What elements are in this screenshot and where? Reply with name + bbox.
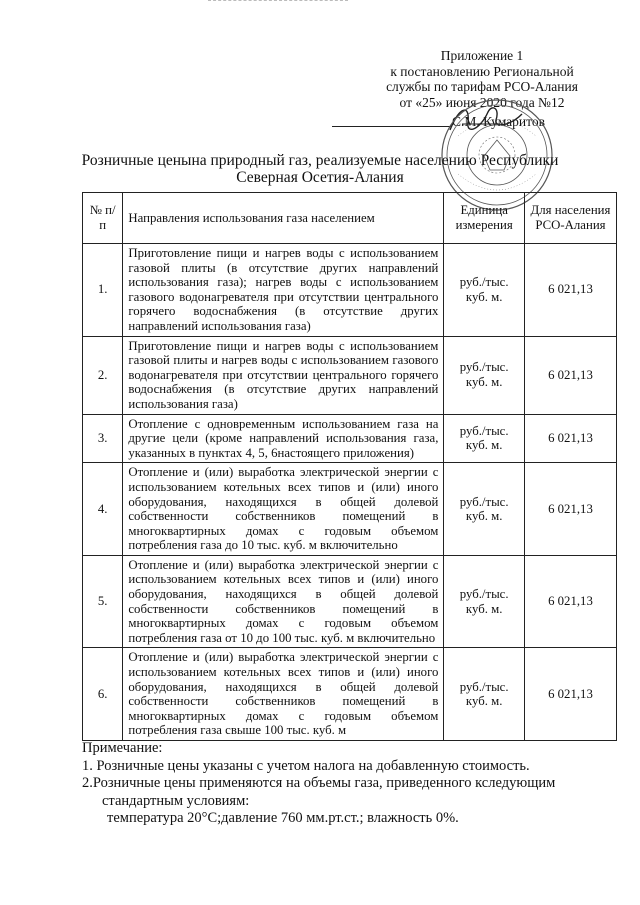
row-price: 6 021,13: [524, 555, 616, 648]
row-unit: руб./тыс. куб. м.: [444, 244, 525, 337]
row-price: 6 021,13: [524, 414, 616, 463]
row-price: 6 021,13: [524, 244, 616, 337]
row-direction: Отопление и (или) выработка электрической энергии с использованием котельных всех типов и (или) иного оборудования, находящихся в общей долевой собственности собственников помещений в многоквартирных домах с годовым объемом потребления газа от 10 до 100 тыс. куб. м включительно: [123, 555, 444, 648]
tariff-service-name: службы по тарифам РСО-Алания: [386, 79, 578, 94]
row-direction: Приготовление пищи и нагрев воды с использованием газовой плиты (в отсутствие других направлений использования газа); нагрев воды с использованием газового водонагревателя при отсутствии центрального горячего водоснабжения (в отсутствие других направлений использования газа): [123, 244, 444, 337]
resolution-date: от «25» июня 2020 года №12: [399, 94, 565, 110]
row-price: 6 021,13: [524, 336, 616, 414]
header-direction: Направления использования газа населением: [123, 193, 444, 244]
appendix-label: Приложение 1: [440, 48, 524, 63]
row-unit: руб./тыс. куб. м.: [444, 414, 525, 463]
title-line-1: Розничные ценына природный газ, реализуемые населению Республики: [81, 152, 559, 169]
row-number: 3.: [83, 414, 123, 463]
tariff-table: [82, 192, 617, 741]
row-unit: руб./тыс. куб. м.: [444, 336, 525, 414]
note-item-2-continued: стандартным условиям:: [102, 792, 250, 809]
scan-header-mark: [208, 0, 348, 4]
note-item-2: 2.Розничные цены применяются на объемы газа, приведенного кследующим: [82, 775, 556, 791]
row-price: 6 021,13: [524, 648, 616, 741]
row-number: 5.: [83, 555, 123, 648]
row-number: 2.: [83, 336, 123, 414]
document-title: [70, 152, 570, 186]
row-unit: руб./тыс. куб. м.: [444, 463, 525, 556]
row-unit: руб./тыс. куб. м.: [444, 555, 525, 648]
notes-section: [82, 740, 622, 828]
signature-underline: [332, 126, 452, 127]
row-unit: руб./тыс. куб. м.: [444, 648, 525, 741]
row-direction: Отопление с одновременным использованием газа на другие цели (кроме направлений использования газа, указанных в пунктах 4, 5, 6настоящего приложения): [123, 414, 444, 463]
table-row: [83, 414, 617, 463]
row-direction: Приготовление пищи и нагрев воды с использованием газовой плиты и нагрев воды с использованием газового водонагревателя при отсутствии центрального горячего водоснабжения (в отсутствие других направлений использования газа): [123, 336, 444, 414]
header-unit: Единица измерения: [444, 193, 525, 244]
header-price: Для населения РСО-Алания: [524, 193, 616, 244]
title-line-2: Северная Осетия-Алания: [236, 169, 404, 186]
table-header-row: [83, 193, 617, 244]
row-number: 1.: [83, 244, 123, 337]
table-row: [83, 244, 617, 337]
row-number: 6.: [83, 648, 123, 741]
table-row: [83, 336, 617, 414]
row-direction: Отопление и (или) выработка электрической энергии с использованием котельных всех типов и (или) иного оборудования, находящихся в общей долевой собственности собственников помещений в многоквартирных домах с годовым объемом потребления газа свыше 100 тыс. куб. м: [123, 648, 444, 741]
table-row: [83, 648, 617, 741]
notes-heading: Примечание:: [82, 740, 163, 756]
header-number: № п/п: [83, 193, 123, 244]
row-price: 6 021,13: [524, 463, 616, 556]
table-row: [83, 463, 617, 556]
row-number: 4.: [83, 463, 123, 556]
note-standard-conditions: температура 20°С;давление 760 мм.рт.ст.; влажность 0%.: [107, 810, 459, 826]
row-direction: Отопление и (или) выработка электрической энергии с использованием котельных всех типов и (или) иного оборудования, находящихся в общей долевой собственности собственников помещений в многоквартирных домах с годовым объемом потребления газа до 10 тыс. куб. м включительно: [123, 463, 444, 556]
note-item-1: 1. Розничные цены указаны с учетом налога на добавленную стоимость.: [82, 757, 530, 774]
resolution-ref: к постановлению Региональной: [390, 63, 574, 79]
signer-name: С.М. Кумаритов: [452, 114, 545, 129]
table-row: [83, 555, 617, 648]
